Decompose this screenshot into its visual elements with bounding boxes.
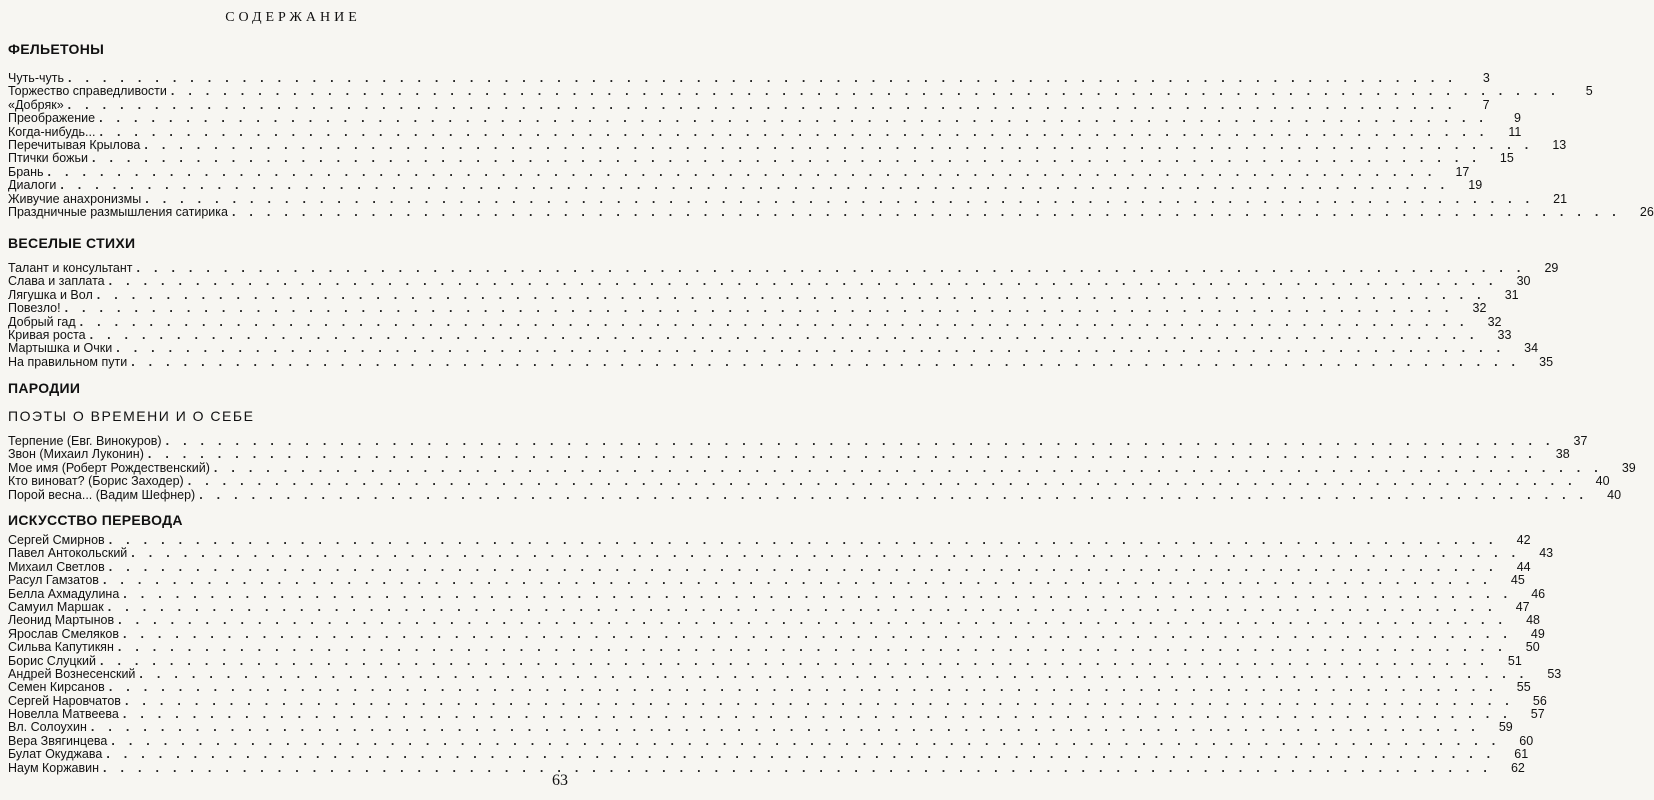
toc-entry-title: Вера Звягинцева [8,733,108,748]
dot-leader: ................................................................................ [199,487,1598,502]
dot-leader: ................................................................................ [108,559,1507,574]
dot-leader: ................................................................................ [106,747,1505,762]
toc-entry-page: 21 [1553,191,1568,206]
dot-leader: ................................................................................ [108,533,1507,547]
toc-entry-title: Преображение [8,111,96,126]
toc-entry-title: Борис Слуцкий [8,653,96,668]
toc-entry-page: 61 [1514,747,1529,762]
toc-entry-title: Кто виноват? (Борис Заходер) [8,474,184,489]
toc-entry [8,341,1539,356]
dot-leader: ................................................................................ [99,111,1497,126]
toc-entry-title: Ярослав Смеляков [8,626,119,641]
dot-leader: ................................................................................ [117,640,1516,655]
toc-entry-page: 29 [1544,261,1559,275]
toc-entry-page: 31 [1504,287,1519,302]
toc-entry-title: Семен Кирсанов [8,680,105,695]
toc-entry-title: Повезло! [8,301,61,316]
toc-entry-title: Звон (Михаил Луконин) [8,447,144,462]
toc-entry-title: Вл. Солоухин [8,720,87,735]
toc-list-feuilletons [8,71,1654,219]
toc-entry-title: Андрей Вознесенский [8,666,136,681]
toc-entry-page: 7 [1482,97,1490,112]
dot-leader: ................................................................................ [89,327,1488,342]
toc-entry [8,599,1530,614]
toc-entry-page: 50 [1525,640,1540,655]
dot-leader: ................................................................................ [170,84,1569,99]
toc-entry-page: 49 [1530,626,1545,641]
toc-entry-title: Птички божьи [8,151,88,166]
toc-entry-title: Слава и заплата [8,274,105,289]
toc-entry-page: 56 [1532,693,1547,708]
toc-entry [8,261,1559,275]
toc-entry-title: Терпение (Евг. Винокуров) [8,434,162,448]
toc-entry-title: Торжество справедливости [8,84,167,99]
dot-leader: ................................................................................ [213,460,1612,475]
toc-entry-title: Праздничные размышления сатирика [8,204,228,219]
dot-leader: ................................................................................ [231,204,1630,219]
toc-entry [8,707,1545,722]
toc-list-parodies [8,434,1636,502]
dot-leader: ................................................................................ [144,137,1543,152]
toc-list-translation [8,533,1562,775]
toc-entry-title: Сергей Наровчатов [8,693,121,708]
toc-list-verses [8,261,1559,369]
toc-entry-page: 43 [1539,546,1554,561]
toc-entry-title: «Добряк» [8,97,64,112]
toc-entry-title: Добрый гад [8,314,76,329]
toc-entry [8,327,1512,342]
toc-entry-page: 32 [1487,314,1502,329]
toc-entry-page: 46 [1531,586,1546,601]
toc-entry [8,137,1567,152]
toc-entry [8,164,1470,179]
dot-leader: ................................................................................ [99,124,1498,139]
section-heading-verses: ВЕСЕЛЫЕ СТИХИ [8,235,136,251]
toc-entry [8,84,1593,99]
section-heading-feuilletons: ФЕЛЬЕТОНЫ [8,41,105,57]
subsection-heading-poets: ПОЭТЫ О ВРЕМЕНИ И О СЕБЕ [8,408,255,424]
dot-leader: ................................................................................ [111,733,1510,748]
toc-entry [8,546,1554,561]
toc-entry-title: Мое имя (Роберт Рождественский) [8,460,210,475]
toc-entry [8,747,1529,762]
toc-entry-page: 38 [1555,447,1570,462]
toc-entry-page: 59 [1498,720,1513,735]
toc-entry [8,573,1525,588]
toc-entry-page: 42 [1516,533,1531,547]
toc-entry-page: 39 [1621,460,1636,475]
toc-entry-page: 34 [1524,341,1539,356]
toc-entry-title: Лягушка и Вол [8,287,93,302]
toc-entry-title: Живучие анахронизмы [8,191,142,206]
dot-leader: ................................................................................ [107,599,1506,614]
dot-leader: ................................................................................ [91,151,1490,166]
toc-entry-title: Наум Коржавин [8,760,100,775]
toc-entry-title: Михаил Светлов [8,559,105,574]
toc-entry-page: 19 [1468,178,1483,193]
toc-entry-title: Сильва Капутикян [8,640,114,655]
toc-entry-page: 35 [1539,354,1554,369]
toc-entry-title: Белла Ахмадулина [8,586,120,601]
toc-entry-page: 48 [1526,613,1540,628]
toc-entry-title: Чуть-чуть [8,71,64,85]
toc-entry [8,760,1525,775]
dot-leader: ................................................................................ [122,707,1521,722]
dot-leader: ................................................................................ [116,341,1515,356]
toc-entry-page: 44 [1516,559,1531,574]
toc-entry [8,354,1554,369]
dot-leader: ................................................................................ [96,287,1495,302]
toc-entry-page: 62 [1510,760,1525,775]
toc-entry [8,314,1502,329]
toc-entry-title: Булат Окуджава [8,747,103,762]
dot-leader: ................................................................................ [147,447,1546,462]
toc-entry-title: Когда-нибудь... [8,124,96,139]
dot-leader: ................................................................................ [67,71,1466,85]
dot-leader: ................................................................................ [139,666,1538,681]
dot-leader: ................................................................................ [64,301,1463,316]
toc-entry-page: 30 [1516,274,1531,289]
dot-leader: ................................................................................ [187,474,1586,489]
toc-entry [8,474,1610,489]
dot-leader: ................................................................................ [131,546,1530,561]
dot-leader: ................................................................................ [123,586,1522,601]
toc-entry-page: 33 [1497,327,1512,342]
toc-entry-title: Расул Гамзатов [8,573,99,588]
toc-entry-page: 11 [1508,124,1522,139]
toc-entry-page: 51 [1507,653,1522,668]
dot-leader: ................................................................................ [99,653,1498,668]
toc-entry-title: Перечитывая Крылова [8,137,141,152]
dot-leader: ................................................................................ [90,720,1489,735]
toc-entry [8,447,1570,462]
toc-entry-title: Кривая роста [8,327,86,342]
dot-leader: ................................................................................ [60,178,1459,193]
toc-entry-page: 55 [1516,680,1531,695]
toc-entry-title: На правильном пути [8,354,128,369]
toc-entry-title: Новелла Матвеева [8,707,119,722]
dot-leader: ................................................................................ [124,693,1523,708]
dot-leader: ................................................................................ [122,626,1521,641]
toc-entry-page: 13 [1552,137,1567,152]
toc-entry [8,178,1483,193]
section-heading-parodies: ПАРОДИИ [8,380,81,396]
toc-entry-title: Мартышка и Очки [8,341,113,356]
toc-entry-page: 37 [1573,434,1588,448]
toc-entry-title: Талант и консультант [8,261,133,275]
dot-leader: ................................................................................ [136,261,1535,275]
toc-entry [8,204,1654,219]
toc-entry-page: 60 [1519,733,1534,748]
toc-entry [8,720,1513,735]
toc-entry-page: 45 [1510,573,1525,588]
toc-entry-page: 26 [1639,204,1654,219]
dot-leader: ................................................................................ [47,164,1446,179]
toc-entry-page: 32 [1472,301,1487,316]
toc-entry-page: 3 [1482,71,1490,85]
toc-entry-page: 5 [1585,84,1593,99]
dot-leader: ................................................................................ [145,191,1544,206]
toc-entry [8,640,1540,655]
toc-entry-page: 57 [1530,707,1545,722]
toc-entry [8,274,1531,289]
dot-leader: ................................................................................ [103,760,1501,775]
toc-entry-title: Павел Антокольский [8,546,128,561]
toc-entry-title: Леонид Мартынов [8,613,115,628]
dot-leader: ................................................................................ [79,314,1478,329]
toc-entry [8,733,1534,748]
toc-entry [8,680,1531,695]
dot-leader: ................................................................................ [108,274,1507,289]
toc-entry [8,124,1522,139]
toc-entry [8,613,1540,628]
page-title: СОДЕРЖАНИЕ [225,10,361,25]
dot-leader: ................................................................................ [108,680,1507,695]
toc-entry-title: Брань [8,164,44,179]
dot-leader: ................................................................................ [131,354,1530,369]
toc-entry-page: 40 [1595,474,1610,489]
dot-leader: ................................................................................ [102,573,1501,588]
toc-entry [8,287,1519,302]
toc-entry [8,434,1588,448]
toc-entry [8,693,1547,708]
toc-entry-page: 15 [1499,151,1514,166]
toc-entry-title: Порой весна... (Вадим Шефнер) [8,487,196,502]
toc-entry [8,533,1531,547]
toc-entry [8,653,1522,668]
toc-entry-title: Самуил Маршак [8,599,104,614]
toc-entry [8,559,1531,574]
toc-entry [8,71,1490,85]
toc-entry-page: 47 [1515,599,1530,614]
toc-entry [8,97,1490,112]
dot-leader: ................................................................................ [118,613,1516,628]
toc-entry [8,460,1636,475]
toc-entry [8,666,1562,681]
toc-entry-title: Сергей Смирнов [8,533,105,547]
dot-leader: ................................................................................ [165,434,1564,448]
toc-entry [8,301,1487,316]
section-heading-translation: ИСКУССТВО ПЕРЕВОДА [8,512,183,528]
toc-entry [8,626,1545,641]
toc-entry [8,111,1521,126]
toc-entry-page: 40 [1607,487,1622,502]
toc-entry-title: Диалоги [8,178,57,193]
toc-entry-page: 17 [1455,164,1470,179]
toc-entry [8,487,1622,502]
toc-entry-page: 9 [1513,111,1521,126]
dot-leader: ................................................................................ [67,97,1466,112]
toc-entry-page: 53 [1547,666,1562,681]
toc-entry [8,586,1546,601]
page-number: 63 [552,772,568,789]
toc-entry [8,191,1568,206]
toc-entry [8,151,1514,166]
